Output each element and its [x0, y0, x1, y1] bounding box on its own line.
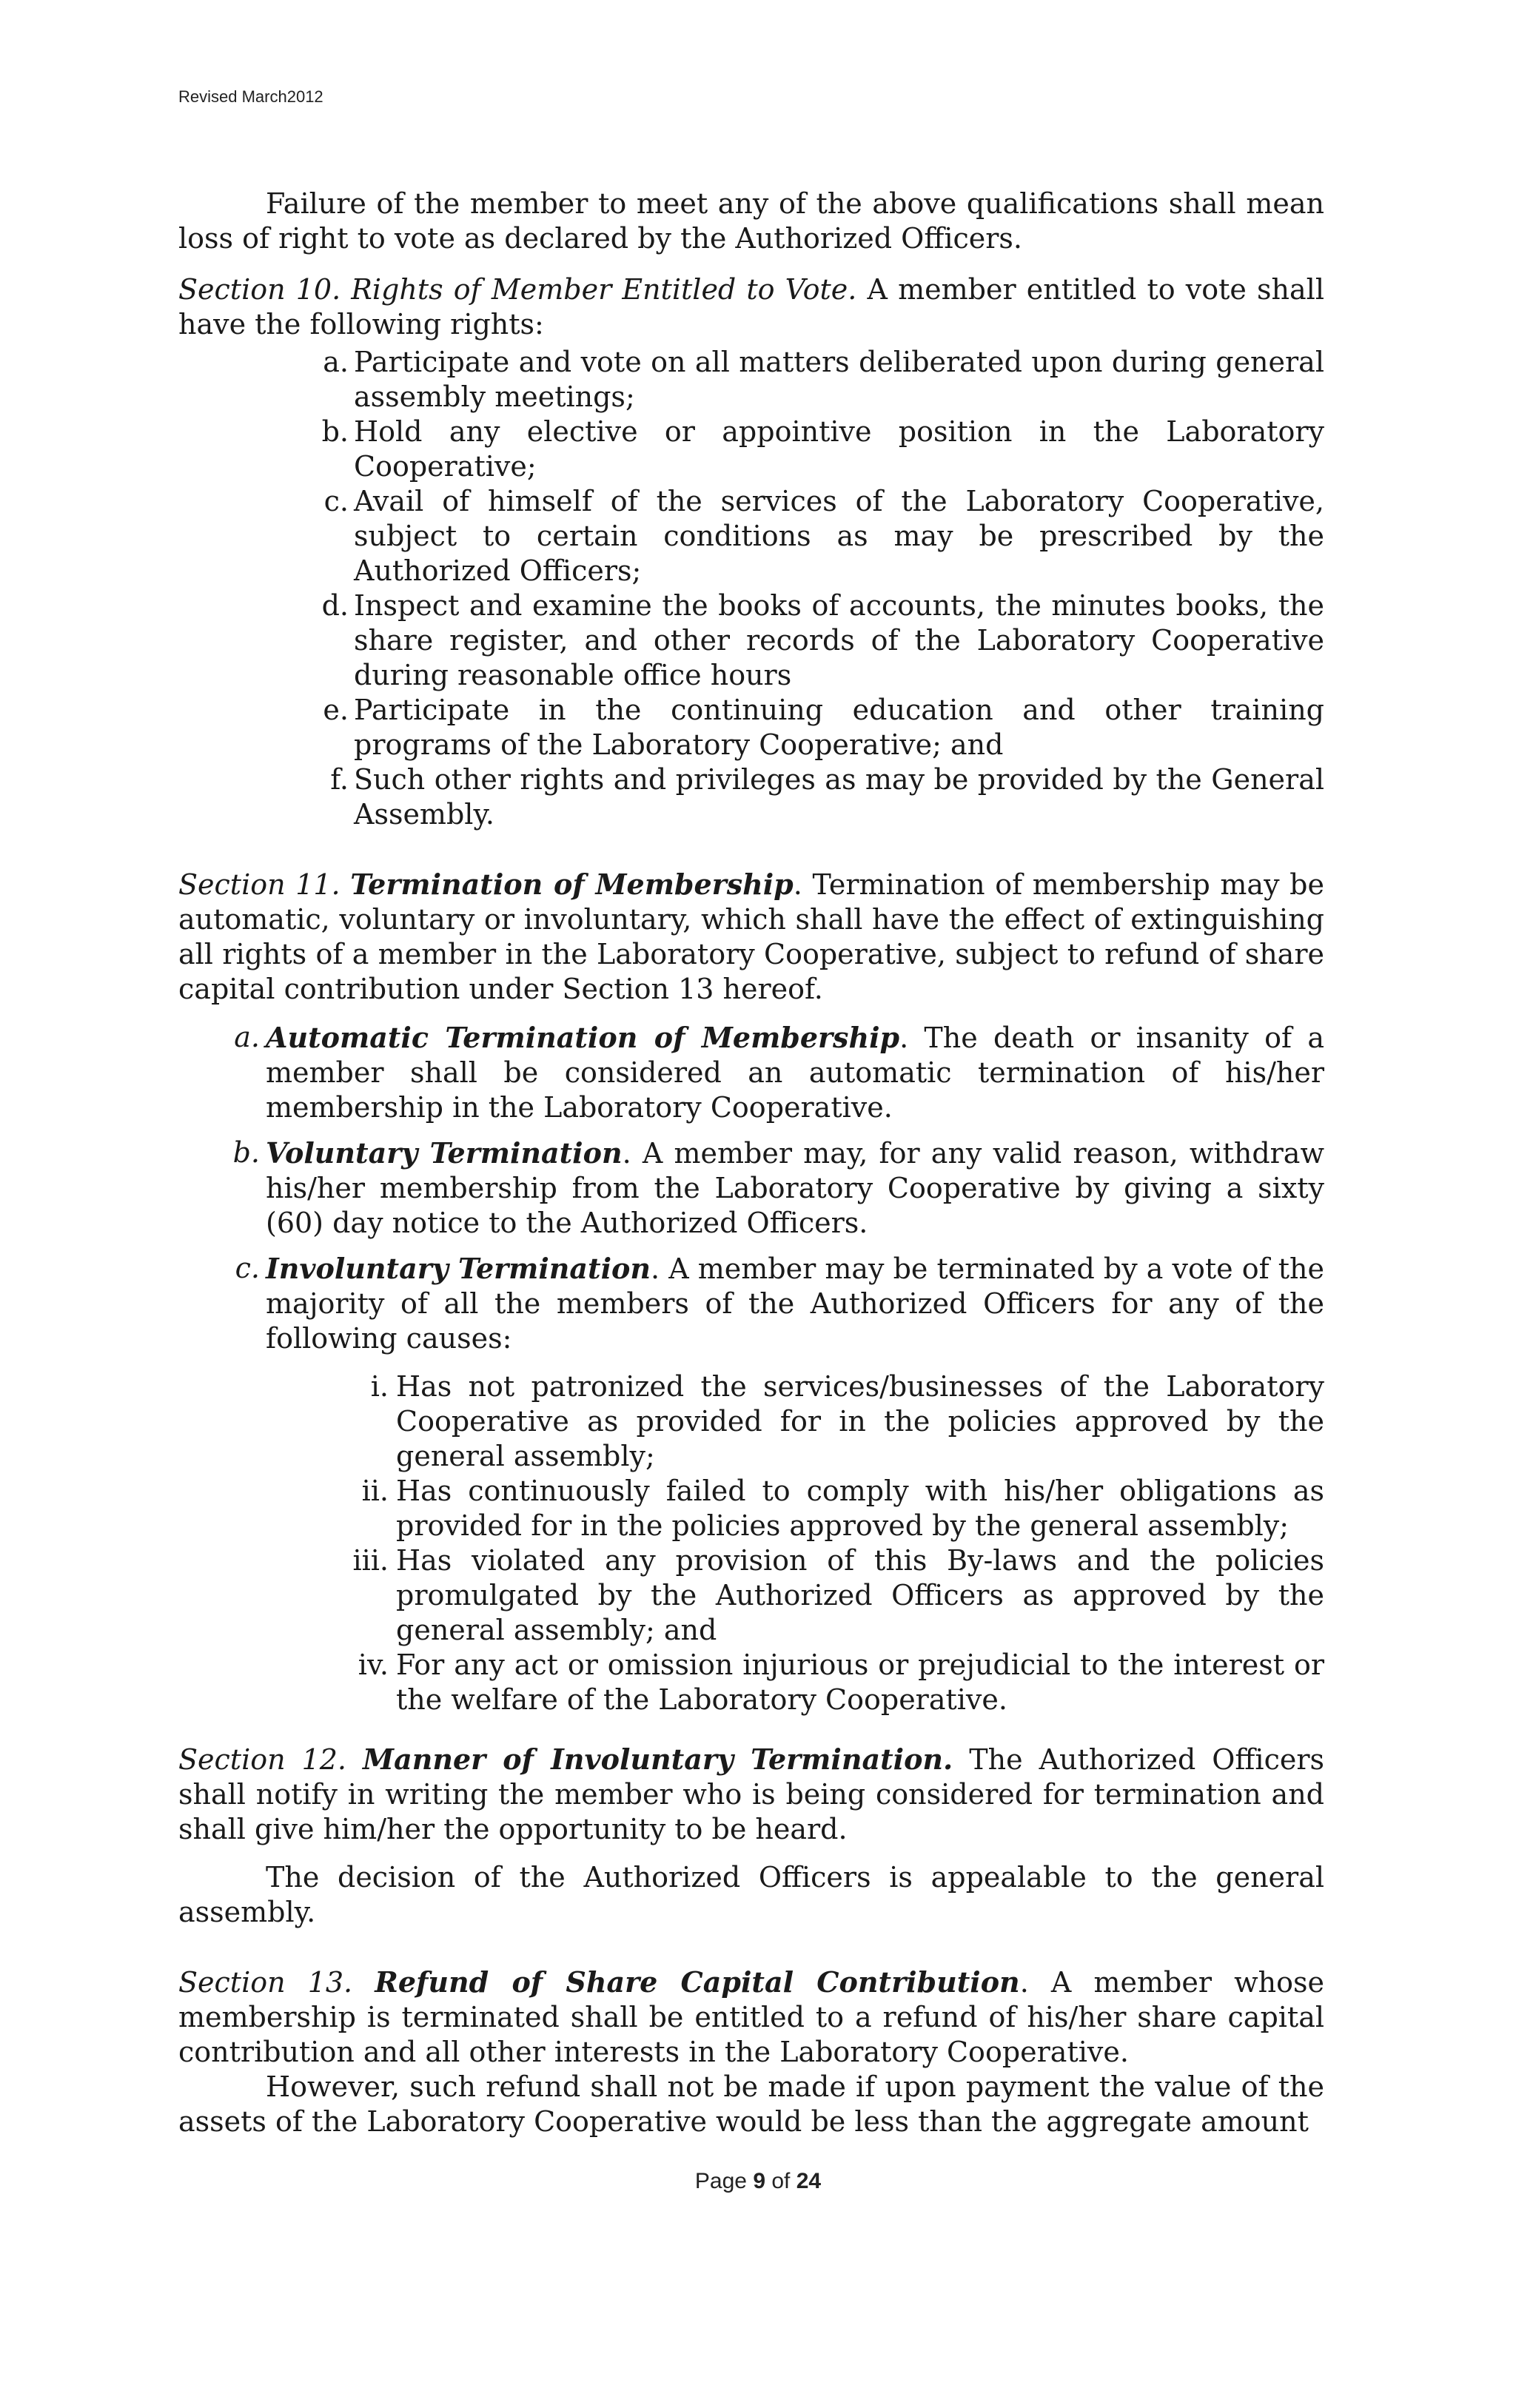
document-body [178, 187, 1324, 2139]
section-12-label: Section 12. [178, 1743, 347, 1776]
section-11-heading: Section 11. Termination of Membership. Termination of membership may be automatic, voluntary or involuntary, which shall have the effect of extinguishing all rights of a member in the Laboratory Cooperative, subject to refund of share capital contribution under Section 13 hereof. [178, 868, 1324, 1005]
list-item [370, 1369, 1324, 1474]
list-item [323, 345, 1324, 415]
section-11-title: Termination of Membership [350, 868, 794, 901]
item-label: b. [232, 1136, 260, 1169]
section-10-heading [178, 272, 1324, 342]
page-of: of [771, 2169, 791, 2193]
item-text: Hold any elective or appointive position in the Laboratory Cooperative; [354, 415, 1324, 483]
item-text: The death or insanity of a member shall be considered an automatic termination of his/her membership in the Laboratory Cooperative. [266, 1022, 1324, 1124]
item-text: For any act or omission injurious or prejudicial to the interest or the welfare of the Laboratory Cooperative. [396, 1649, 1324, 1716]
page-total: 24 [796, 2169, 822, 2193]
item-text: Has not patronized the services/businesses of the Laboratory Cooperative as provided for in the policies approved by the general assembly; [396, 1370, 1324, 1472]
list-item: b. Voluntary Termination. A member may, for any valid reason, withdraw his/her membership from the Laboratory Cooperative by giving a sixty (60) day notice to the Authorized Officers. [266, 1136, 1324, 1241]
page-prefix: Page [694, 2169, 747, 2193]
section-13-title: Refund of Share Capital Contribution [375, 1965, 1020, 1999]
section-10-label: Section 10. Rights of Member Entitled to Vote. [178, 273, 857, 306]
item-text: A member may, for any valid reason, withdraw his/her membership from the Laboratory Cooperative by giving a sixty (60) day notice to the Authorized Officers. [266, 1137, 1324, 1239]
section-13-text: A member whose membership is terminated shall be entitled to a refund of his/her share capital contribution and all other interests in the Laboratory Cooperative. [178, 1966, 1324, 2068]
list-item [321, 588, 1324, 693]
intro-paragraph: Failure of the member to meet any of the above qualifications shall mean loss of right to vote as declared by the Authorized Officers. [178, 187, 1324, 255]
item-text: Such other rights and privileges as may be provided by the General Assembly. [354, 763, 1324, 831]
page-footer [0, 2169, 1516, 2194]
item-label: c. [323, 485, 349, 517]
item-label: e. [323, 694, 349, 726]
section-12-text: The Authorized Officers shall notify in writing the member who is being considered for termination and shall give him/her the opportunity to be heard. [178, 1743, 1325, 1845]
section-13-paragraph-2: However, such refund shall not be made if upon payment the value of the assets of the Laboratory Cooperative would be less than the aggregate amount [178, 2070, 1324, 2138]
section-10-text: A member entitled to vote shall have the following rights: [178, 273, 1324, 341]
item-label: b. [321, 415, 349, 448]
list-item: c. Involuntary Termination. A member may be terminated by a vote of the majority of all the members of the Authorized Officers for any of the following causes: i. Has not patronized the services/businesses of the Laboratory Cooperative as provided for in the policies approved by the general assembly; ii. Has continuously failed to comply with his/her obligations as provided for in the policies approved by the general assembly; iii. Has violated any provision of this By-laws and the policies promulgated by the Authorized Officers as approved by the general assembly; and iv. For any act or omission injurious or prejudicial to the interest or the welfare of the Laboratory Cooperative. [266, 1251, 1324, 1717]
item-label: a. [323, 346, 349, 378]
item-label: iii. [352, 1544, 389, 1577]
rights-list [178, 345, 1324, 832]
item-text: Inspect and examine the books of accounts, the minutes books, the share register, and other records of the Laboratory Cooperative during reasonable office hours [354, 589, 1324, 691]
page-number: 9 [753, 2169, 765, 2193]
list-item [361, 1474, 1324, 1543]
section-13-label: Section 13. [178, 1966, 353, 1999]
item-label: iv. [358, 1649, 389, 1681]
item-title: Involuntary Termination [266, 1252, 651, 1285]
item-title: Voluntary Termination [266, 1136, 623, 1170]
list-item [323, 484, 1324, 588]
item-label: ii. [361, 1475, 389, 1507]
item-text: Has continuously failed to comply with his/her obligations as provided for in the policies approved by the general assembly; [396, 1475, 1324, 1542]
list-item [330, 762, 1324, 832]
revision-header: Revised March2012 [178, 87, 323, 106]
item-text: A member may be terminated by a vote of the majority of all the members of the Authorized Officers for any of the following causes: [266, 1252, 1324, 1355]
item-text: Participate and vote on all matters deliberated upon during general assembly meetings; [354, 346, 1324, 413]
section-12-paragraph-2: The decision of the Authorized Officers is appealable to the general assembly. [178, 1861, 1324, 1928]
list-item [321, 415, 1324, 484]
list-item [352, 1543, 1324, 1648]
section-11-label: Section 11. [178, 868, 341, 901]
list-item [358, 1648, 1324, 1717]
item-text: Participate in the continuing education and other training programs of the Laboratory Cooperative; and [354, 694, 1324, 761]
section-12-title: Manner of Involuntary Termination. [363, 1743, 953, 1776]
item-text: Has violated any provision of this By-laws and the policies promulgated by the Authorized Officers as approved by the general assembly; and [396, 1544, 1324, 1646]
item-title: Automatic Termination of Membership [266, 1021, 900, 1054]
item-label: c. [235, 1252, 260, 1284]
item-text: Avail of himself of the services of the Laboratory Cooperative, subject to certain conditions as may be prescribed by the Authorized Officers; [354, 485, 1324, 587]
section-11-text: Termination of membership may be automatic, voluntary or involuntary, which shall have the effect of extinguishing all rights of a member in the Laboratory Cooperative, subject to refund of share capital contribution under Section 13 hereof. [178, 868, 1324, 1005]
item-label: i. [370, 1370, 389, 1403]
item-label: f. [330, 763, 349, 796]
list-item [323, 693, 1324, 762]
termination-list [178, 1020, 1324, 1717]
list-item: a. Automatic Termination of Membership. The death or insanity of a member shall be considered an automatic termination of his/her membership in the Laboratory Cooperative. [266, 1020, 1324, 1125]
item-label: d. [321, 589, 349, 622]
item-label: a. [234, 1021, 260, 1053]
section-13-heading: Section 13. Refund of Share Capital Contribution. A member whose membership is terminated shall be entitled to a refund of his/her share capital contribution and all other interests in the Laboratory Cooperative. [178, 1965, 1324, 2068]
causes-list [266, 1369, 1324, 1717]
section-12-heading [178, 1742, 1324, 1847]
